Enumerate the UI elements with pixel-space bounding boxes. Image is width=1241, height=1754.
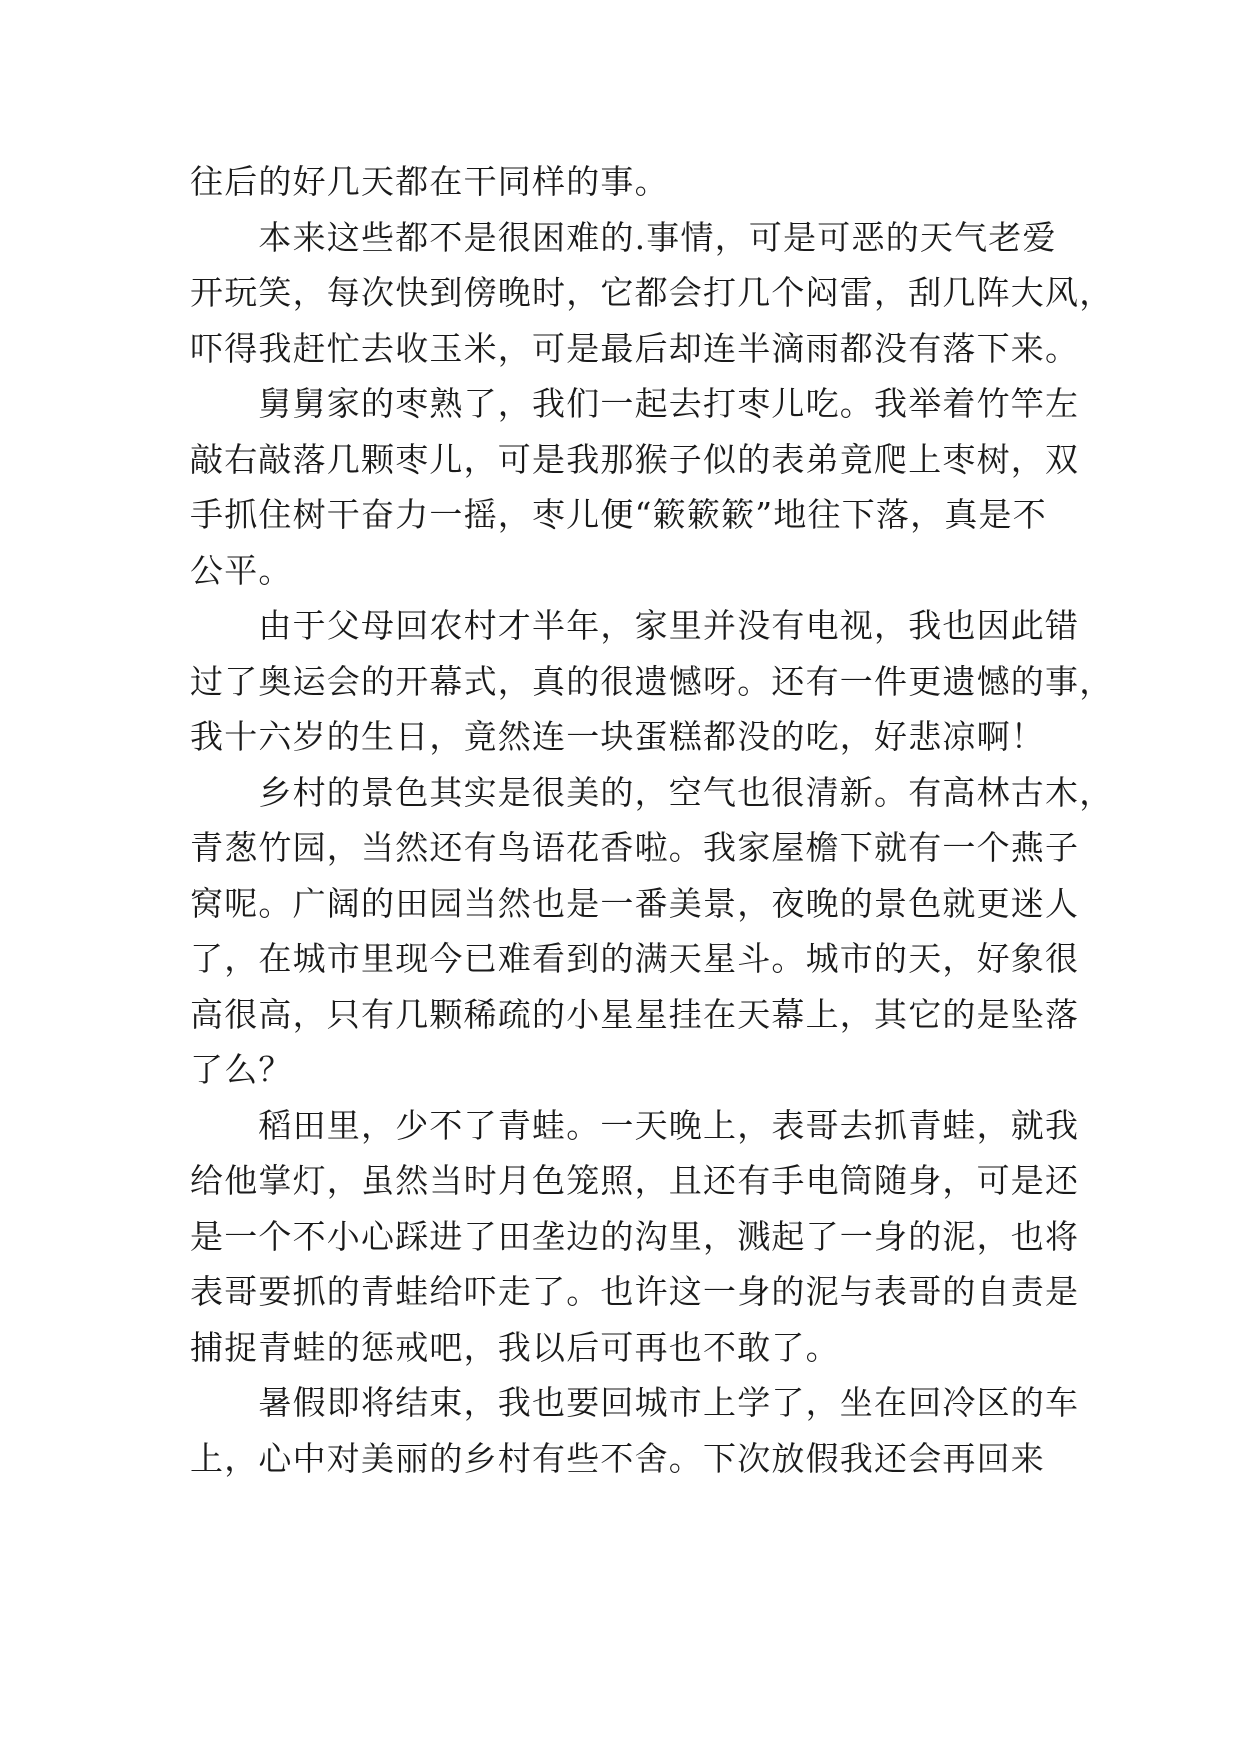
text-line: 吓得我赶忙去收玉米，可是最后却连半滴雨都没有落下来。	[190, 328, 1080, 368]
text-line: 公平。	[190, 550, 293, 590]
text-line: 窝呢。广阔的田园当然也是一番美景，夜晚的景色就更迷人	[190, 883, 1080, 923]
text-line: 高很高，只有几颗稀疏的小星星挂在天幕上，其它的是坠落	[190, 994, 1080, 1034]
text-line: 暑假即将结束，我也要回城市上学了，坐在回冷区的车	[190, 1383, 1080, 1422]
text-line: 我十六岁的生日，竟然连一块蛋糕都没的吃，好悲凉啊！	[190, 717, 1045, 756]
text-line: 上，心中对美丽的乡村有些不舍。下次放假我还会再回来	[190, 1438, 1045, 1478]
text-line: 是一个不小心踩进了田垄边的沟里，溅起了一身的泥，也将	[190, 1216, 1080, 1256]
document-body	[190, 154, 1114, 1486]
text-line: 舅舅家的枣熟了，我们一起去打枣儿吃。我举着竹竿左	[190, 384, 1080, 423]
text-line: 了么？	[190, 1050, 293, 1089]
text-line: 敲右敲落几颗枣儿，可是我那猴子似的表弟竟爬上枣树，双	[190, 439, 1080, 479]
text-line: 乡村的景色其实是很美的，空气也很清新。有高林古木，	[190, 772, 1114, 812]
text-line: 表哥要抓的青蛙给吓走了。也许这一身的泥与表哥的自责是	[190, 1272, 1080, 1311]
text-line: 由于父母回农村才半年，家里并没有电视，我也因此错	[190, 606, 1080, 645]
text-line: 本来这些都不是很困难的.事情，可是可恶的天气老爱	[190, 217, 1057, 257]
text-line: 了，在城市里现今已难看到的满天星斗。城市的天，好象很	[190, 939, 1080, 978]
text-line: 往后的好几天都在干同样的事。	[190, 162, 669, 201]
text-line: 青葱竹园，当然还有鸟语花香啦。我家屋檐下就有一个燕子	[190, 828, 1080, 867]
text-line: 给他掌灯，虽然当时月色笼照，且还有手电筒随身，可是还	[190, 1161, 1080, 1200]
text-line: 捕捉青蛙的惩戒吧，我以后可再也不敢了。	[190, 1327, 840, 1367]
text-line: 开玩笑，每次快到傍晚时，它都会打几个闷雷，刮几阵大风，	[190, 273, 1114, 312]
text-line: 过了奥运会的开幕式，真的很遗憾呀。还有一件更遗憾的事，	[190, 661, 1114, 701]
text-line: 稻田里，少不了青蛙。一天晚上，表哥去抓青蛙，就我	[190, 1105, 1080, 1145]
text-line: 手抓住树干奋力一摇，枣儿便“簌簌簌”地往下落，真是不	[190, 495, 1047, 534]
